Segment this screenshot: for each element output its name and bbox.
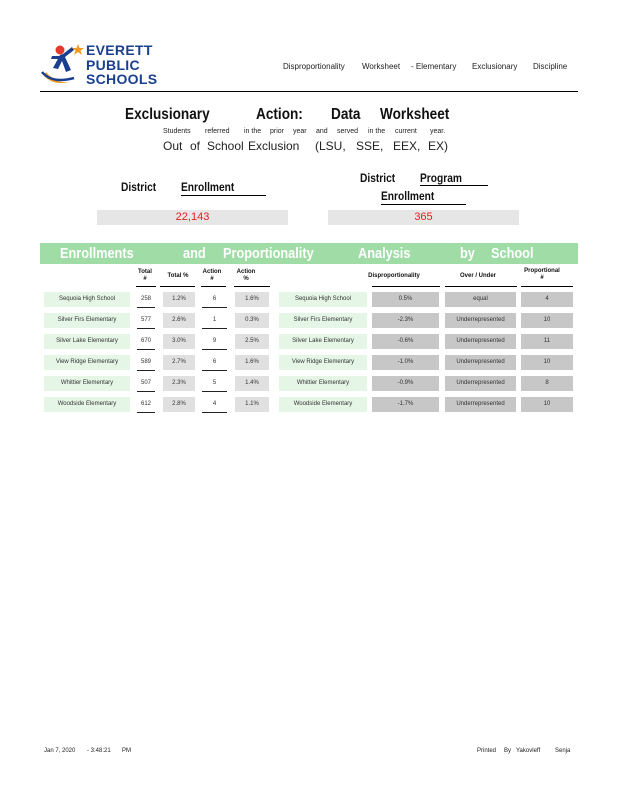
- cell-action-pct: 1.4%: [235, 376, 269, 391]
- cell-action: 5: [202, 376, 227, 392]
- cell-action: 9: [202, 334, 227, 350]
- cell-school-right: View Ridge Elementary: [279, 355, 367, 370]
- subtitle-small-word: served: [337, 128, 359, 135]
- cell-school-right: Woodside Elementary: [279, 397, 367, 412]
- banner-word: Analysis: [358, 245, 411, 262]
- cell-action: 6: [202, 355, 227, 371]
- cell-total: 670: [137, 334, 155, 350]
- cell-action-pct: 1.1%: [235, 397, 269, 412]
- col-header-action-num: [201, 269, 223, 283]
- col-header-text: Total: [138, 269, 152, 275]
- col-header-total-pct: Total %: [167, 273, 189, 279]
- col-header-text: Action: [202, 269, 222, 275]
- header-word-discipline: Discipline: [533, 62, 568, 71]
- cell-over-under: Underrepresented: [445, 313, 516, 328]
- cell-total-pct: 1.2%: [163, 292, 195, 307]
- subtitle-small-word: year: [293, 128, 307, 135]
- banner-word: School: [491, 245, 534, 262]
- cell-school: Woodside Elementary: [44, 397, 130, 412]
- subtitle-big-word: School: [207, 139, 244, 153]
- cell-proportional: 4: [521, 292, 573, 307]
- col-header-action-pct: [234, 269, 258, 283]
- subtitle-small-word: in the: [244, 128, 262, 135]
- col-header-text: #: [540, 275, 544, 281]
- district-program-underline-1: [420, 185, 488, 186]
- cell-school-right: Silver Lake Elementary: [279, 334, 367, 349]
- cell-disproportionality: 0.5%: [372, 292, 439, 307]
- logo-text-public: PUBLIC: [86, 57, 140, 73]
- subtitle-big-word: (LSU,: [315, 139, 346, 153]
- header-word-exclusionary: Exclusionary: [472, 62, 518, 71]
- footer-date: Jan 7, 2020: [44, 748, 76, 754]
- district-program-label-3: Enrollment: [381, 189, 435, 203]
- cell-school: View Ridge Elementary: [44, 355, 130, 370]
- cell-disproportionality: -1.0%: [372, 355, 439, 370]
- col-header-text: #: [143, 276, 147, 282]
- cell-action: 4: [202, 397, 227, 413]
- cell-over-under: Underrepresented: [445, 355, 516, 370]
- cell-total: 258: [137, 292, 155, 308]
- subtitle-small-word: and: [316, 128, 328, 135]
- col-header-underline: [445, 286, 517, 287]
- cell-school: Silver Firs Elementary: [44, 313, 130, 328]
- footer-user1: Yakovleff: [516, 748, 541, 754]
- subtitle-small-word: in the: [368, 128, 386, 135]
- footer-time: - 3:48:21: [87, 748, 111, 754]
- cell-disproportionality: -1.7%: [372, 397, 439, 412]
- subtitle-big-word: Out: [163, 139, 183, 153]
- district-program-label-1: District: [360, 171, 396, 185]
- subtitle-small-word: prior: [270, 128, 285, 135]
- col-header-proportional: [521, 268, 563, 282]
- cell-total-pct: 2.7%: [163, 355, 195, 370]
- cell-total: 612: [137, 397, 155, 413]
- banner-word: by: [460, 245, 475, 262]
- col-header-underline: [234, 286, 270, 287]
- banner-word: Proportionality: [223, 245, 314, 262]
- district-enrollment-value: 22,143: [97, 210, 288, 225]
- header-word-elementary: - Elementary: [411, 62, 457, 71]
- col-header-text: Proportional: [524, 268, 560, 274]
- col-header-text: %: [243, 276, 249, 282]
- cell-action: 6: [202, 292, 227, 308]
- cell-school-right: Whittier Elementary: [279, 376, 367, 391]
- col-header-underline: [201, 286, 226, 287]
- cell-disproportionality: -0.6%: [372, 334, 439, 349]
- cell-school: Sequoia High School: [44, 292, 130, 307]
- col-header-underline: [521, 286, 573, 287]
- cell-proportional: 10: [521, 313, 573, 328]
- cell-action-pct: 2.5%: [235, 334, 269, 349]
- cell-disproportionality: -0.9%: [372, 376, 439, 391]
- header-divider: [40, 91, 578, 92]
- district-program-label-2: Program: [420, 171, 462, 185]
- cell-action-pct: 1.6%: [235, 355, 269, 370]
- subtitle-small-word: referred: [205, 128, 230, 135]
- logo-text-schools: SCHOOLS: [86, 71, 158, 87]
- cell-action: 1: [202, 313, 227, 329]
- title-word-1: Exclusionary: [125, 106, 210, 123]
- title-word-4: Worksheet: [380, 106, 450, 123]
- logo-text-everett: EVERETT: [86, 42, 153, 58]
- col-header-text: Action: [236, 269, 256, 275]
- district-program-underline-2: [381, 204, 466, 205]
- cell-school-right: Sequoia High School: [279, 292, 367, 307]
- cell-total-pct: 2.8%: [163, 397, 195, 412]
- logo-mark-icon: [40, 42, 84, 88]
- cell-school: Whittier Elementary: [44, 376, 130, 391]
- district-program-value: 365: [328, 210, 519, 225]
- col-header-total-num: [136, 269, 154, 283]
- cell-total-pct: 2.3%: [163, 376, 195, 391]
- cell-total: 577: [137, 313, 155, 329]
- section-banner: [40, 243, 578, 264]
- footer-printed: Printed: [477, 748, 497, 754]
- banner-word: and: [183, 245, 206, 262]
- title-word-2: Action:: [256, 106, 303, 123]
- col-header-underline: [160, 286, 195, 287]
- cell-total-pct: 2.6%: [163, 313, 195, 328]
- col-header-text: #: [210, 276, 214, 282]
- cell-total-pct: 3.0%: [163, 334, 195, 349]
- cell-action-pct: 0.3%: [235, 313, 269, 328]
- district-enrollment-underline: [181, 195, 266, 196]
- subtitle-big-word: Exclusion: [248, 139, 300, 153]
- cell-total: 507: [137, 376, 155, 392]
- subtitle-big-word: SSE,: [356, 139, 384, 153]
- col-header-underline: [136, 286, 156, 287]
- subtitle-small-word: current: [395, 128, 417, 135]
- col-header-underline: [372, 286, 440, 287]
- subtitle-small-word: year.: [430, 128, 446, 135]
- cell-disproportionality: -2.3%: [372, 313, 439, 328]
- subtitle-big-word: of: [190, 139, 201, 153]
- header-word-disproportionality: Disproportionality: [283, 62, 345, 71]
- cell-proportional: 8: [521, 376, 573, 391]
- subtitle-small-word: Students: [163, 128, 191, 135]
- footer-by: By: [504, 748, 512, 754]
- cell-over-under: equal: [445, 292, 516, 307]
- cell-over-under: Underrepresented: [445, 334, 516, 349]
- district-enrollment-label-1: District: [121, 180, 157, 194]
- subtitle-big-word: EX): [428, 139, 449, 153]
- footer-ampm: PM: [122, 748, 131, 754]
- cell-proportional: 10: [521, 397, 573, 412]
- district-enrollment-label-2: Enrollment: [181, 180, 235, 194]
- header-word-worksheet: Worksheet: [362, 62, 401, 71]
- cell-school-right: Silver Firs Elementary: [279, 313, 367, 328]
- cell-over-under: Underrepresented: [445, 376, 516, 391]
- cell-proportional: 11: [521, 334, 573, 349]
- cell-total: 589: [137, 355, 155, 371]
- cell-proportional: 10: [521, 355, 573, 370]
- district-logo: [40, 42, 160, 92]
- subtitle-big-word: EEX,: [393, 139, 421, 153]
- banner-word: Enrollments: [60, 245, 134, 262]
- cell-action-pct: 1.6%: [235, 292, 269, 307]
- cell-school: Silver Lake Elementary: [44, 334, 130, 349]
- footer-user2: Senja: [555, 748, 571, 754]
- title-word-3: Data: [331, 106, 361, 123]
- col-header-over-under: Over / Under: [459, 273, 496, 279]
- cell-over-under: Underrepresented: [445, 397, 516, 412]
- col-header-disproportionality: Disproportionality: [368, 273, 420, 279]
